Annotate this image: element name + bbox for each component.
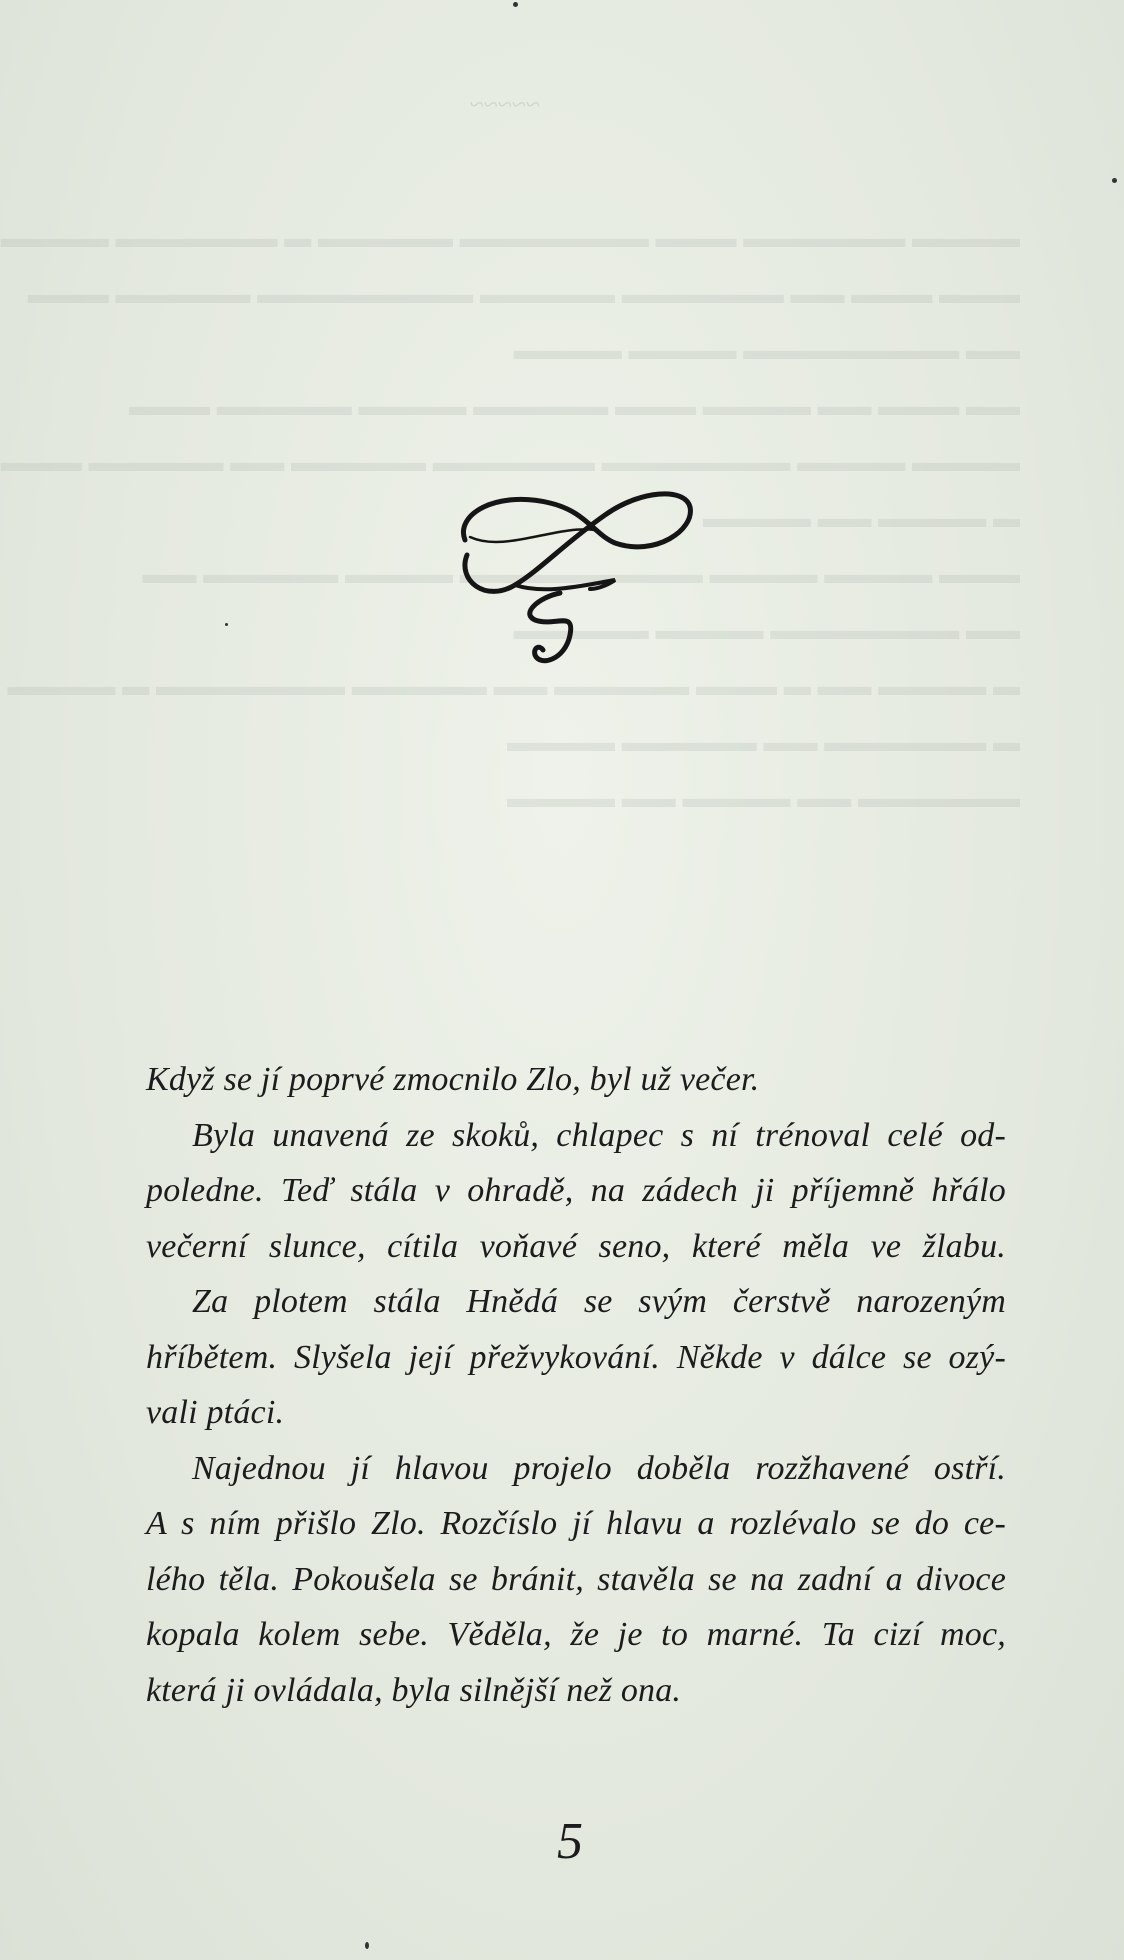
text-line: A s ním přišlo Zlo. Rozčíslo jí hlavu a rozlévalo se do ce- xyxy=(146,1505,1006,1542)
flourish-ornament-icon xyxy=(445,485,705,675)
text-line: Najednou jí hlavou projelo doběla rozžhavené ostří. xyxy=(192,1449,1006,1487)
text-line: vali ptáci. xyxy=(146,1394,285,1431)
dust-speck xyxy=(365,1942,369,1949)
bleed-through-header: ~~~~~ xyxy=(470,90,541,119)
page-number: 5 xyxy=(557,1813,583,1870)
body-text xyxy=(146,1052,1006,1718)
text-line: večerní slunce, cítila voňavé seno, které měla ve žlabu. xyxy=(146,1227,1006,1265)
dust-speck xyxy=(513,2,518,7)
text-line: kopala kolem sebe. Věděla, že je to marné. Ta cizí moc, xyxy=(146,1616,1006,1653)
text-line: hříbětem. Slyšela její přežvykování. Někde v dálce se ozý- xyxy=(146,1338,1006,1376)
bleed-through-text: ▬▬▬▬ ▬▬▬▬▬▬ ▬▬▬ ▬▬▬▬▬▬▬ ▬▬▬▬▬ ▬ ▬▬▬▬▬▬ ▬▬▬▬ ▬▬▬ ▬▬▬ ▬▬ ▬▬▬▬▬▬ ▬▬▬▬▬ ▬▬▬▬▬▬▬▬ ▬▬▬▬▬ ▬▬▬ ▬▬ ▬▬▬▬▬▬▬▬ ▬▬▬▬ ▬▬▬▬ ▬▬ ▬▬▬ ▬▬ ▬▬▬▬ ▬▬▬ ▬▬▬▬▬ ▬▬▬▬ ▬▬▬▬▬ ▬▬▬ ▬▬▬▬ ▬▬▬▬ ▬▬▬▬▬▬▬ ▬▬▬▬▬▬ ▬▬▬▬▬ ▬▬ ▬▬▬▬▬ ▬▬▬ ▬ ▬▬▬▬ ▬▬ ▬▬▬▬ ▬▬▬ ▬▬▬▬ ▬▬▬▬ ▬▬▬▬▬▬▬▬▬ ▬▬▬▬ ▬▬▬▬▬ ▬▬ ▬▬ ▬▬▬▬▬▬▬ ▬▬▬▬ ▬▬▬▬▬ ▬ ▬▬▬▬ ▬▬ ▬ ▬▬▬ ▬▬▬▬▬ ▬▬ ▬▬▬▬▬ ▬▬▬▬▬▬▬ ▬ ▬▬▬▬ ▬ ▬▬▬▬▬▬ ▬▬ ▬▬▬▬▬ ▬▬▬▬ ▬▬▬▬▬▬ ▬▬ ▬▬▬▬ ▬▬ ▬▬▬▬ xyxy=(0,223,1020,813)
dust-speck xyxy=(1112,178,1117,183)
dust-speck xyxy=(225,623,228,626)
text-line: která ji ovládala, byla silnější než ona. xyxy=(146,1671,682,1709)
text-line: Za plotem stála Hnědá se svým čerstvě narozeným xyxy=(192,1283,1006,1320)
text-line: poledne. Teď stála v ohradě, na zádech ji příjemně hřálo xyxy=(146,1172,1006,1209)
text-line: Když se jí poprvé zmocnilo Zlo, byl už večer. xyxy=(146,1061,760,1098)
text-line: lého těla. Pokoušela se bránit, stavěla se na zadní a divoce xyxy=(146,1560,1006,1598)
text-line: Byla unavená ze skoků, chlapec s ní trénoval celé od- xyxy=(192,1116,1006,1154)
